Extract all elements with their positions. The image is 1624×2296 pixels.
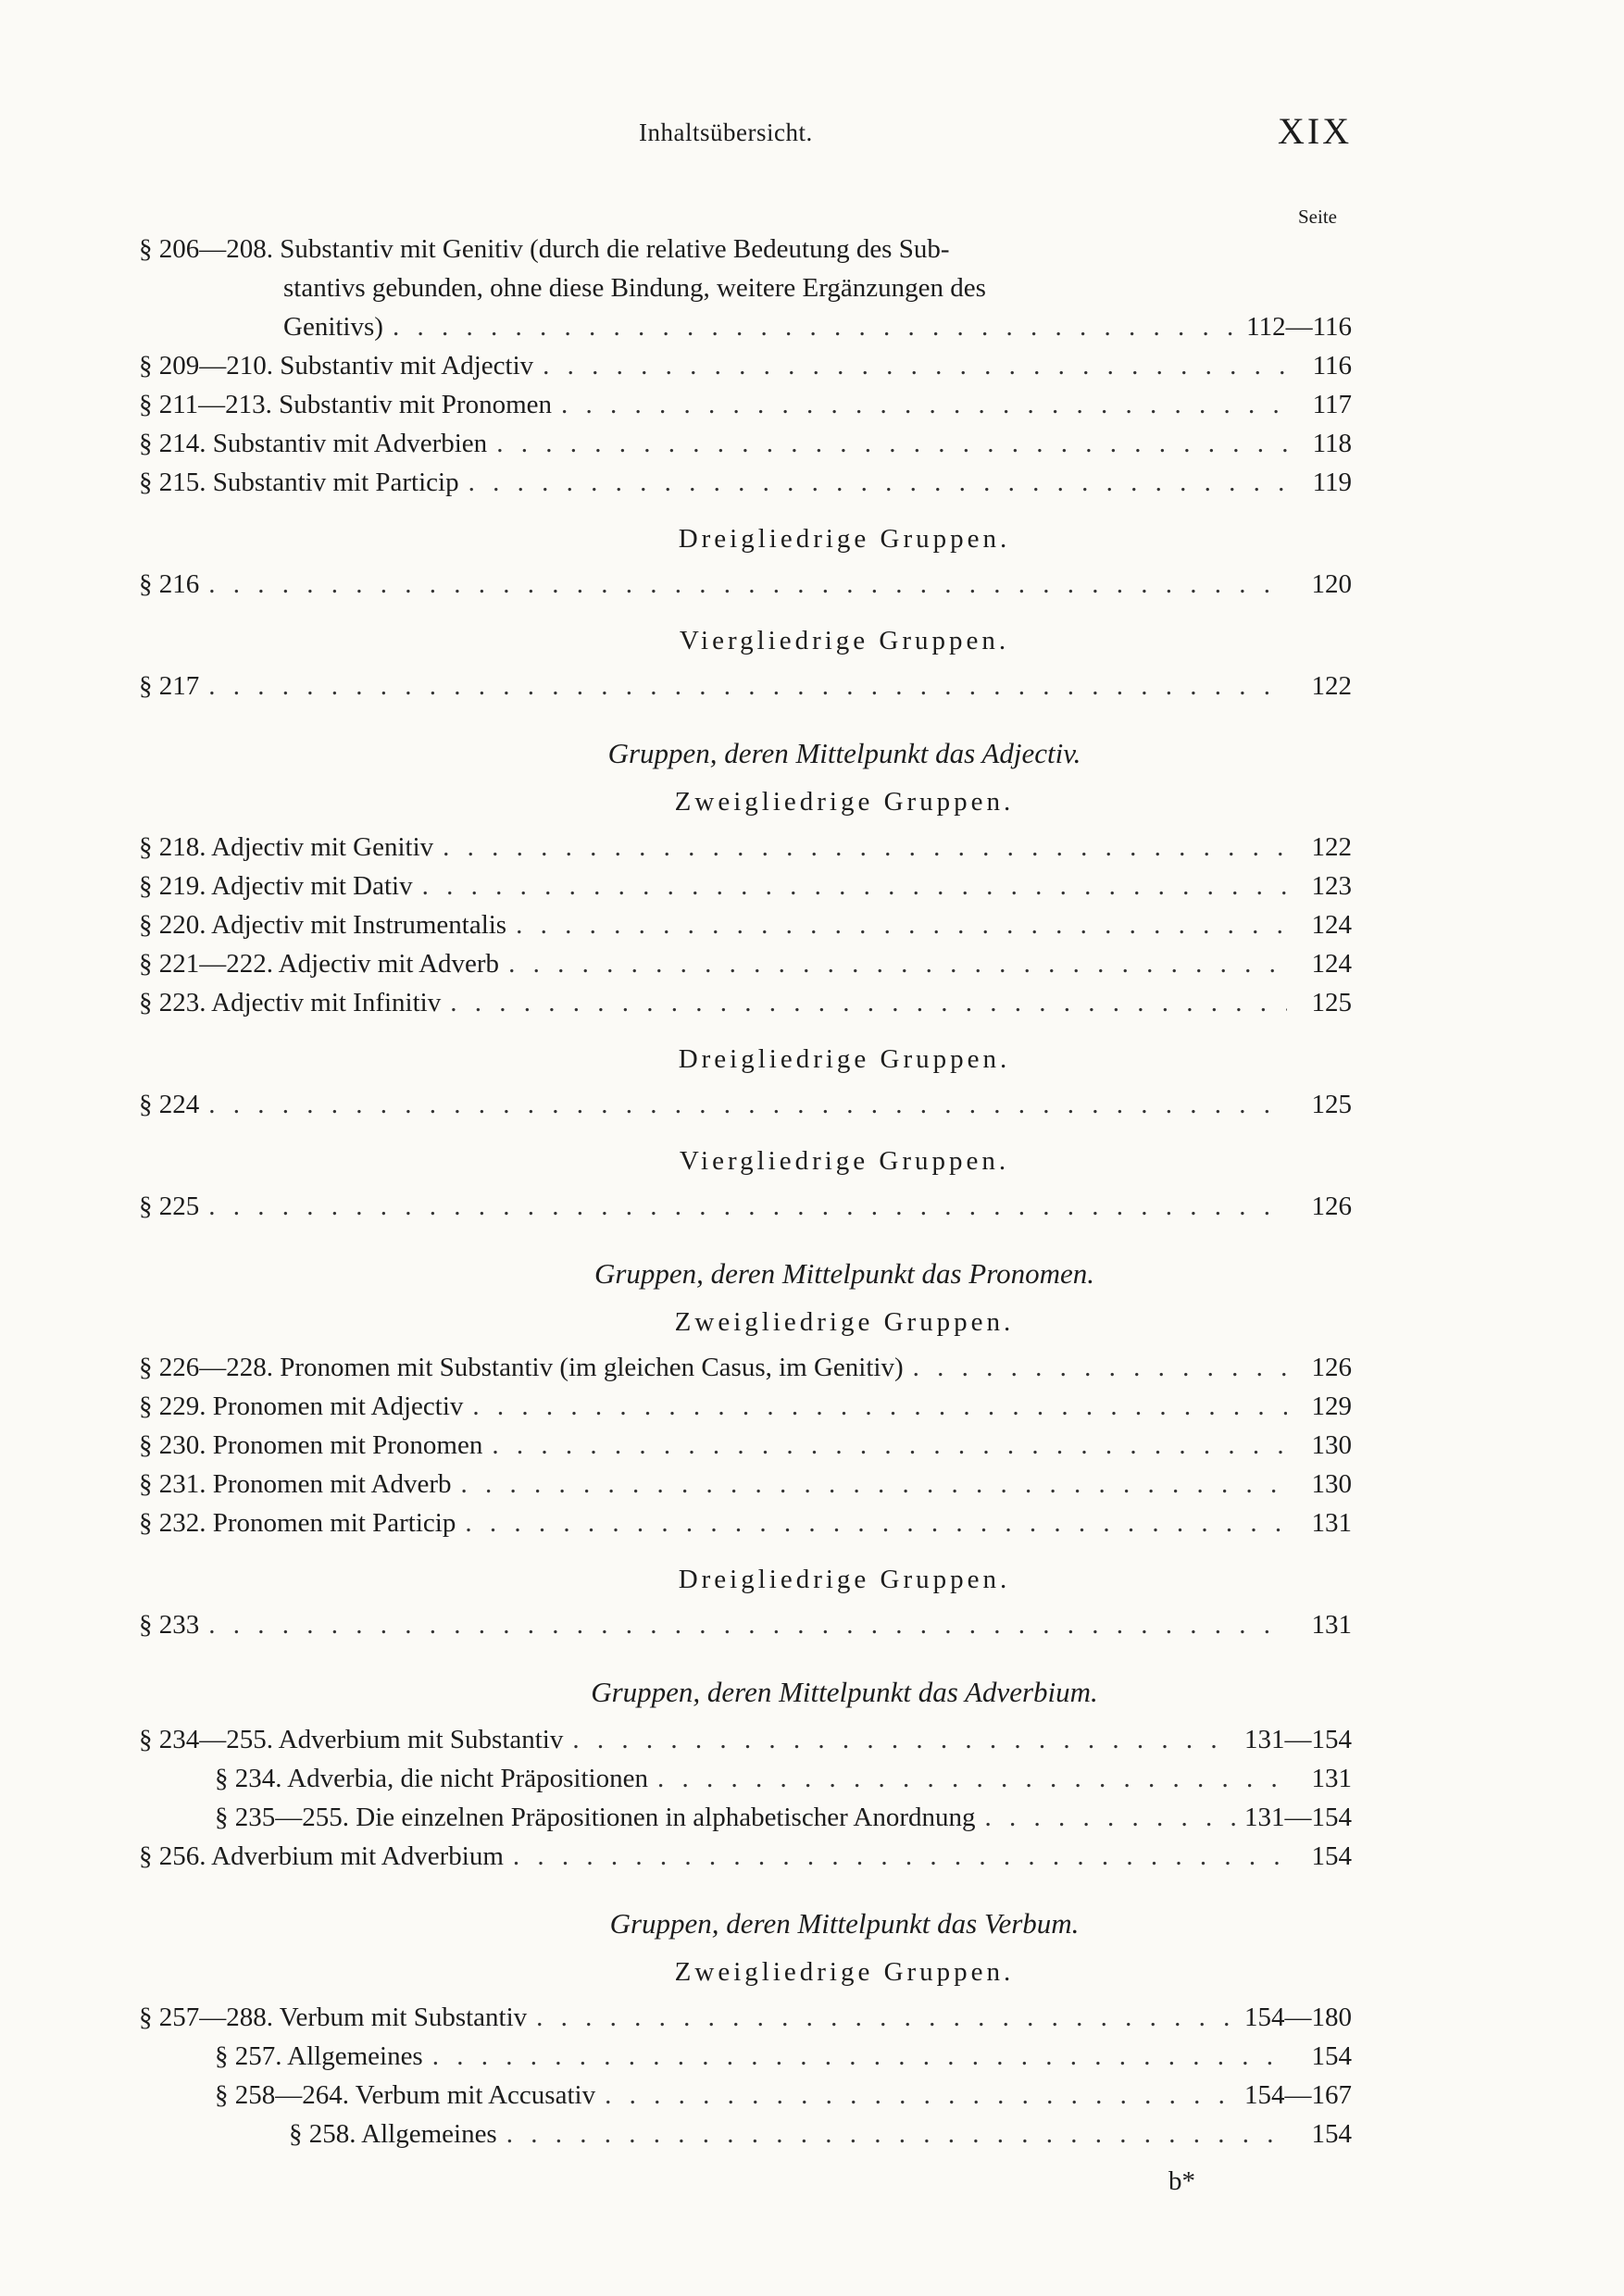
- toc-entry: [139, 667, 1352, 705]
- dot-leader: [208, 1605, 1287, 1644]
- toc-entry-label: § 214. Substantiv mit Adverbien: [139, 429, 488, 458]
- subsection-heading: Viergliedrige Gruppen.: [679, 1146, 1010, 1176]
- toc-entry: [139, 346, 1352, 385]
- toc-entry-label: Genitivs): [283, 312, 383, 342]
- toc-entry: [139, 424, 1352, 463]
- toc-entry-label: § 218. Adjectiv mit Genitiv: [139, 832, 434, 862]
- subsection-heading: Zweigliedrige Gruppen.: [674, 1957, 1015, 1987]
- toc-entry: [289, 2115, 1352, 2153]
- toc-entry-label: § 232. Pronomen mit Particip: [139, 1508, 456, 1538]
- dot-leader: [536, 1998, 1235, 2037]
- dot-leader: [506, 2115, 1287, 2153]
- toc-entry: [139, 1387, 1352, 1426]
- toc-entry: [139, 1837, 1352, 1876]
- dot-leader: [516, 905, 1287, 944]
- toc-entry: [139, 1085, 1352, 1124]
- dot-leader: [208, 1187, 1287, 1226]
- toc-entry-page: 154: [1311, 1841, 1352, 1871]
- toc-entry-page: 131—154: [1244, 1725, 1352, 1754]
- toc-entry: [139, 1720, 1352, 1759]
- toc-entry-page: 131: [1311, 1508, 1352, 1538]
- toc-entry-label: § 220. Adjectiv mit Instrumentalis: [139, 910, 507, 940]
- toc-entry-page: 123: [1311, 871, 1352, 901]
- toc-entry-page: 130: [1311, 1469, 1352, 1499]
- toc-entry-page: 129: [1311, 1391, 1352, 1421]
- toc-entry-page: 131: [1311, 1610, 1352, 1640]
- toc-entry-page: 124: [1311, 949, 1352, 979]
- section-heading: Gruppen, deren Mittelpunkt das Pronomen.: [593, 1257, 1095, 1290]
- toc-entry: [139, 1426, 1352, 1465]
- toc-entry-label: § 216: [139, 569, 200, 599]
- toc-entry-page: 122: [1311, 832, 1352, 862]
- toc-entry-page: 125: [1311, 988, 1352, 1017]
- page-number: XIX: [1278, 110, 1353, 152]
- dot-leader: [393, 307, 1237, 346]
- toc-entry-label: § 217: [139, 671, 200, 701]
- toc-entry-page: 126: [1311, 1192, 1352, 1221]
- toc-entry-page: 131—154: [1244, 1803, 1352, 1832]
- dot-leader: [492, 1426, 1287, 1465]
- subsection-heading: Dreigliedrige Gruppen.: [678, 1565, 1011, 1594]
- toc-entry-page: 154: [1311, 2119, 1352, 2149]
- section-heading: Gruppen, deren Mittelpunkt das Verbum.: [609, 1907, 1080, 1940]
- dot-leader: [443, 828, 1287, 867]
- toc-entry-label: § 219. Adjectiv mit Dativ: [139, 871, 413, 901]
- dot-leader: [432, 2037, 1287, 2076]
- subsection-heading: Dreigliedrige Gruppen.: [678, 524, 1011, 554]
- toc-entry: [139, 385, 1352, 424]
- toc-entry-page: 154: [1311, 2041, 1352, 2071]
- dot-leader: [422, 867, 1287, 905]
- section-heading: Gruppen, deren Mittelpunkt das Adverbium.: [591, 1676, 1098, 1708]
- toc-entry-label: § 231. Pronomen mit Adverb: [139, 1469, 452, 1499]
- toc-entry: [215, 1798, 1352, 1837]
- dot-leader: [913, 1348, 1287, 1387]
- section-heading: Gruppen, deren Mittelpunkt das Adjectiv.: [607, 737, 1081, 769]
- seite-label: Seite: [1298, 206, 1337, 228]
- dot-leader: [472, 1387, 1287, 1426]
- toc-entry-label: § 258—264. Verbum mit Accusativ: [215, 2080, 596, 2110]
- dot-leader: [508, 944, 1287, 983]
- dot-leader: [468, 463, 1287, 502]
- toc-entry-page: 125: [1311, 1090, 1352, 1119]
- dot-leader: [208, 565, 1287, 604]
- toc-entry-page: 112—116: [1246, 312, 1352, 342]
- toc-entry: [139, 1348, 1352, 1387]
- toc-entry-label: § 211—213. Substantiv mit Pronomen: [139, 390, 553, 419]
- toc-entry-page: 117: [1312, 390, 1352, 419]
- toc-entry: [139, 905, 1352, 944]
- toc-entry-page: 131: [1311, 1764, 1352, 1793]
- toc-entry: [139, 867, 1352, 905]
- toc-entry: [215, 1759, 1352, 1798]
- toc-entry-continuation: stantivs gebunden, ohne diese Bindung, weitere Ergänzungen des: [283, 273, 986, 303]
- toc-entry: [139, 565, 1352, 604]
- toc-entry-label: § 229. Pronomen mit Adjectiv: [139, 1391, 464, 1421]
- dot-leader: [543, 346, 1287, 385]
- dot-leader: [465, 1504, 1287, 1542]
- toc-entry: [283, 307, 1352, 346]
- toc-entry: [139, 463, 1352, 502]
- toc-entry: [139, 230, 1352, 268]
- dot-leader: [561, 385, 1287, 424]
- toc-entry-label: § 235—255. Die einzelnen Präpositionen in alphabetischer Anordnung: [215, 1803, 976, 1832]
- toc-entry: [139, 1504, 1352, 1542]
- toc-entry-label: § 256. Adverbium mit Adverbium: [139, 1841, 504, 1871]
- dot-leader: [496, 424, 1287, 463]
- subsection-heading: Zweigliedrige Gruppen.: [674, 1307, 1015, 1337]
- toc-entry-label: § 257—288. Verbum mit Substantiv: [139, 2003, 528, 2032]
- toc-entry-page: 118: [1312, 429, 1352, 458]
- toc-entry: [139, 1605, 1352, 1644]
- dot-leader: [572, 1720, 1235, 1759]
- toc-entry-page: 119: [1312, 468, 1352, 497]
- subsection-heading: Viergliedrige Gruppen.: [679, 626, 1010, 655]
- toc-entry-page: 122: [1311, 671, 1352, 701]
- toc-entry-label: § 224: [139, 1090, 200, 1119]
- table-of-contents: [0, 230, 1624, 2153]
- toc-entry: [139, 983, 1352, 1022]
- toc-entry-page: 120: [1311, 569, 1352, 599]
- toc-entry-page: 154—180: [1244, 2003, 1352, 2032]
- toc-entry-page: 130: [1311, 1430, 1352, 1460]
- toc-entry-label: § 215. Substantiv mit Particip: [139, 468, 459, 497]
- toc-entry: [215, 2076, 1352, 2115]
- toc-entry-label: § 234. Adverbia, die nicht Präpositionen: [215, 1764, 648, 1793]
- toc-entry: [139, 944, 1352, 983]
- dot-leader: [985, 1798, 1236, 1837]
- toc-entry: [139, 1187, 1352, 1226]
- toc-entry-label: § 225: [139, 1192, 200, 1221]
- dot-leader: [208, 667, 1287, 705]
- signature-mark: b*: [1168, 2166, 1195, 2196]
- subsection-heading: Dreigliedrige Gruppen.: [678, 1044, 1011, 1074]
- toc-entry-label: § 258. Allgemeines: [289, 2119, 497, 2149]
- toc-entry: [139, 1465, 1352, 1504]
- dot-leader: [605, 2076, 1235, 2115]
- subsection-heading: Zweigliedrige Gruppen.: [674, 787, 1015, 817]
- toc-entry-label: § 230. Pronomen mit Pronomen: [139, 1430, 483, 1460]
- dot-leader: [450, 983, 1287, 1022]
- toc-entry-label: § 226—228. Pronomen mit Substantiv (im gleichen Casus, im Genitiv): [139, 1353, 904, 1382]
- dot-leader: [513, 1837, 1287, 1876]
- toc-entry: [215, 2037, 1352, 2076]
- toc-entry-label: § 223. Adjectiv mit Infinitiv: [139, 988, 442, 1017]
- toc-entry-label: § 234—255. Adverbium mit Substantiv: [139, 1725, 564, 1754]
- running-head: Inhaltsübersicht.: [639, 119, 813, 146]
- toc-entry-page: 154—167: [1244, 2080, 1352, 2110]
- toc-entry-label: § 206—208. Substantiv mit Genitiv (durch die relative Bedeutung des Sub-: [139, 234, 950, 264]
- dot-leader: [461, 1465, 1287, 1504]
- dot-leader: [657, 1759, 1287, 1798]
- toc-entry-page: 126: [1311, 1353, 1352, 1382]
- toc-entry: [139, 1998, 1352, 2037]
- toc-entry-label: § 221—222. Adjectiv mit Adverb: [139, 949, 500, 979]
- toc-entry-page: 116: [1312, 351, 1352, 381]
- toc-entry-label: § 257. Allgemeines: [215, 2041, 423, 2071]
- toc-entry-page: 124: [1311, 910, 1352, 940]
- dot-leader: [208, 1085, 1287, 1124]
- toc-entry-label: § 209—210. Substantiv mit Adjectiv: [139, 351, 534, 381]
- toc-entry-label: § 233: [139, 1610, 200, 1640]
- toc-entry: [139, 828, 1352, 867]
